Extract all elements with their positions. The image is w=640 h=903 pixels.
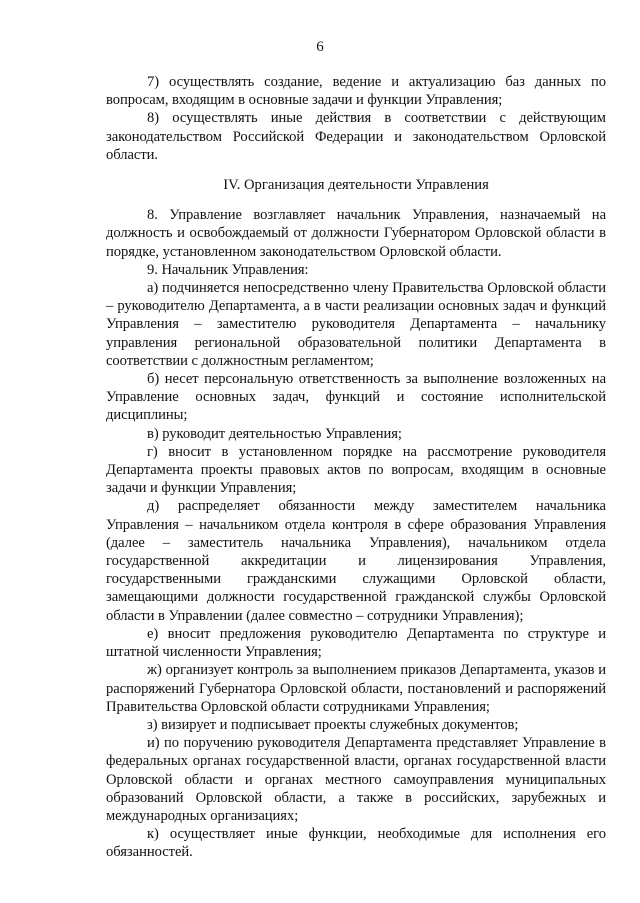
paragraph-clause-9: 9. Начальник Управления: <box>147 261 309 278</box>
paragraph-sub-v: в) руководит деятельностью Управления; <box>147 425 402 442</box>
paragraph-item-8: 8) осуществлять иные действия в соответствии с действующим законодательством Российской Федерации и законодательством Орловской области. <box>106 110 606 163</box>
paragraph-sub-e: е) вносит предложения руководителю Департамента по структуре и штатной численности Управления; <box>106 625 606 661</box>
section-heading: IV. Организация деятельности Управления <box>223 177 489 194</box>
page-number: 6 <box>316 39 324 55</box>
paragraph-sub-a: а) подчиняется непосредственно члену Правительства Орловской области – руководителю Департамента, а в части реализации основных задач и функций Управления – заместителю руководителя Департамента – начальнику управления региональной образовательной политики Департамента в соответствии с должностным регламентом; <box>106 280 606 369</box>
document-body <box>106 73 606 862</box>
paragraph-sub-g: г) вносит в установленном порядке на рассмотрение руководителя Департамента проекты правовых актов по вопросам, входящим в основные задачи и функции Управления; <box>106 443 606 497</box>
paragraph-sub-k: к) осуществляет иные функции, необходимые для исполнения его обязанностей. <box>106 826 606 861</box>
paragraph-clause-8: 8. Управление возглавляет начальник Управления, назначаемый на должность и освобождаемый от должности Губернатором Орловской области в порядке, установленном законодательством Орловской области. <box>106 207 606 260</box>
paragraph-sub-z: з) визирует и подписывает проекты служебных документов; <box>147 716 519 733</box>
paragraph-sub-i: и) по поручению руководителя Департамента представляет Управление в федеральных органах государственной власти, органах государственной власти Орловской области и органах местного самоуправления муниципальных образований Орловской области, а также в российских, зарубежных и международных организациях; <box>106 735 606 824</box>
paragraph-sub-zh: ж) организует контроль за выполнением приказов Департамента, указов и распоряжений Губернатора Орловской области, постановлений и распоряжений Правительства Орловской области сотрудниками Управления; <box>106 662 606 715</box>
paragraph-sub-d: д) распределяет обязанности между заместителем начальника Управления – начальником отдела контроля в сфере образования Управления (далее – заместитель начальника Управления), начальником отдела государственной аккредитации и лицензирования Управления, государственными гражданскими служащими Орловской области, замещающими должности государственной гражданской службы Орловской области в Управлении (далее совместно – сотрудники Управления); <box>106 498 606 624</box>
paragraph-sub-b: б) несет персональную ответственность за выполнение возложенных на Управление основных задач, функций и состояние исполнительской дисциплины; <box>106 371 606 424</box>
paragraph-item-7: 7) осуществлять создание, ведение и актуализацию баз данных по вопросам, входящим в основные задачи и функции Управления; <box>106 74 606 109</box>
